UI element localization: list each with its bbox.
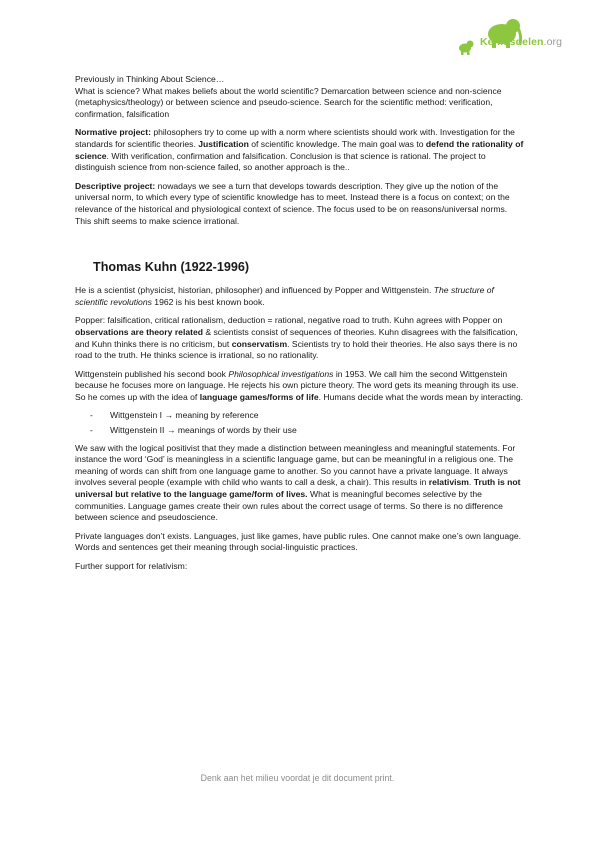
positivist-paragraph: We saw with the logical positivist that they made a distinction between meaningless and meaningful statements. For instance the word ‘God’ is meaningless in a scientific language game, but can be meaningful in a religious one. The meaning of words can shift from one language game to another. So you cannot have a private language. It always involves several people (example with child who wants to call a desk, a chair). This results in relativism. Truth is not universal but relative to the language game/form of lives. What is meaningful becomes selective by the communities. Language games create their own rules about the correct usage of terms. So there is no difference between science and pseudoscience.	[75, 442, 521, 523]
list-item: - Wittgenstein I → meaning by reference	[90, 410, 259, 421]
kuhn-heading: Thomas Kuhn (1922-1996)	[93, 260, 250, 275]
intro-paragraph: Previously in Thinking About Science… What is science? What makes beliefs about the world scientific? Demarcation between science and non-science (metaphysics/theology) or between science and pseudo-science. Search for the scientific method: verification, confirmation, falsification	[75, 74, 502, 119]
descriptive-paragraph: Descriptive project: nowadays we see a turn that develops towards description. They give up the notion of the universal norm, to which every type of scientific knowledge has to meet. Instead there is a focus on context; on the relevance of the historical and physiological context of science. The focus used to be on reasons/universal norms. This shift seems to make science irrational.	[75, 180, 510, 226]
normative-paragraph: Normative project: philosophers try to come up with a norm where scientists should work with. Investigation for the standards for scientific theories. Justification of scientific knowledge. The main goal was to defend the rationality of science. With verification, confirmation and falsification. Conclusion is that science is rational. The project to distinguish science from non-science failed, so another approach is the..	[75, 127, 524, 173]
logo-wordmark: Kennisdelen.org	[480, 36, 563, 48]
list-item: - Wittgenstein II → meanings of words by their use	[90, 425, 297, 436]
footer-note: Denk aan het milieu voordat je dit document print.	[200, 773, 395, 783]
document-body	[75, 74, 525, 580]
kuhn-intro-paragraph: He is a scientist (physicist, historian, philosopher) and influenced by Popper and Wittgenstein. The structure of scientific revolutions 1962 is his best known book.	[75, 285, 494, 307]
private-language-paragraph: Private languages don’t exists. Languages, just like games, have public rules. One cannot make one’s own language. Words and sentences get their meaning through social-linguistic practices.	[75, 530, 522, 553]
wittgenstein-paragraph: Wittgenstein published his second book Philosophical investigations in 1953. We call him the second Wittgenstein because he focuses more on language. He rejects his own picture theory. The word gets its meaning through its use. So he comes up with the idea of language games/forms of life. Humans decide what the words mean by interacting.	[75, 368, 524, 402]
further-support-paragraph: Further support for relativism:	[75, 561, 188, 571]
popper-paragraph: Popper: falsification, critical rationalism, deduction = rational, negative road to truth. Kuhn agrees with Popper on observations are theory related & scientists consist of sequences of theories. Kuhn disagrees with the falsification, and Kuhn thinks there is no criticism, but conservatism. Scientists try to hold their theories. He also says there is no road to the truth. He thinks science is irrational, so no rationality.	[75, 315, 518, 361]
kennisdelen-logo	[456, 14, 580, 60]
wittgenstein-list	[75, 410, 525, 436]
